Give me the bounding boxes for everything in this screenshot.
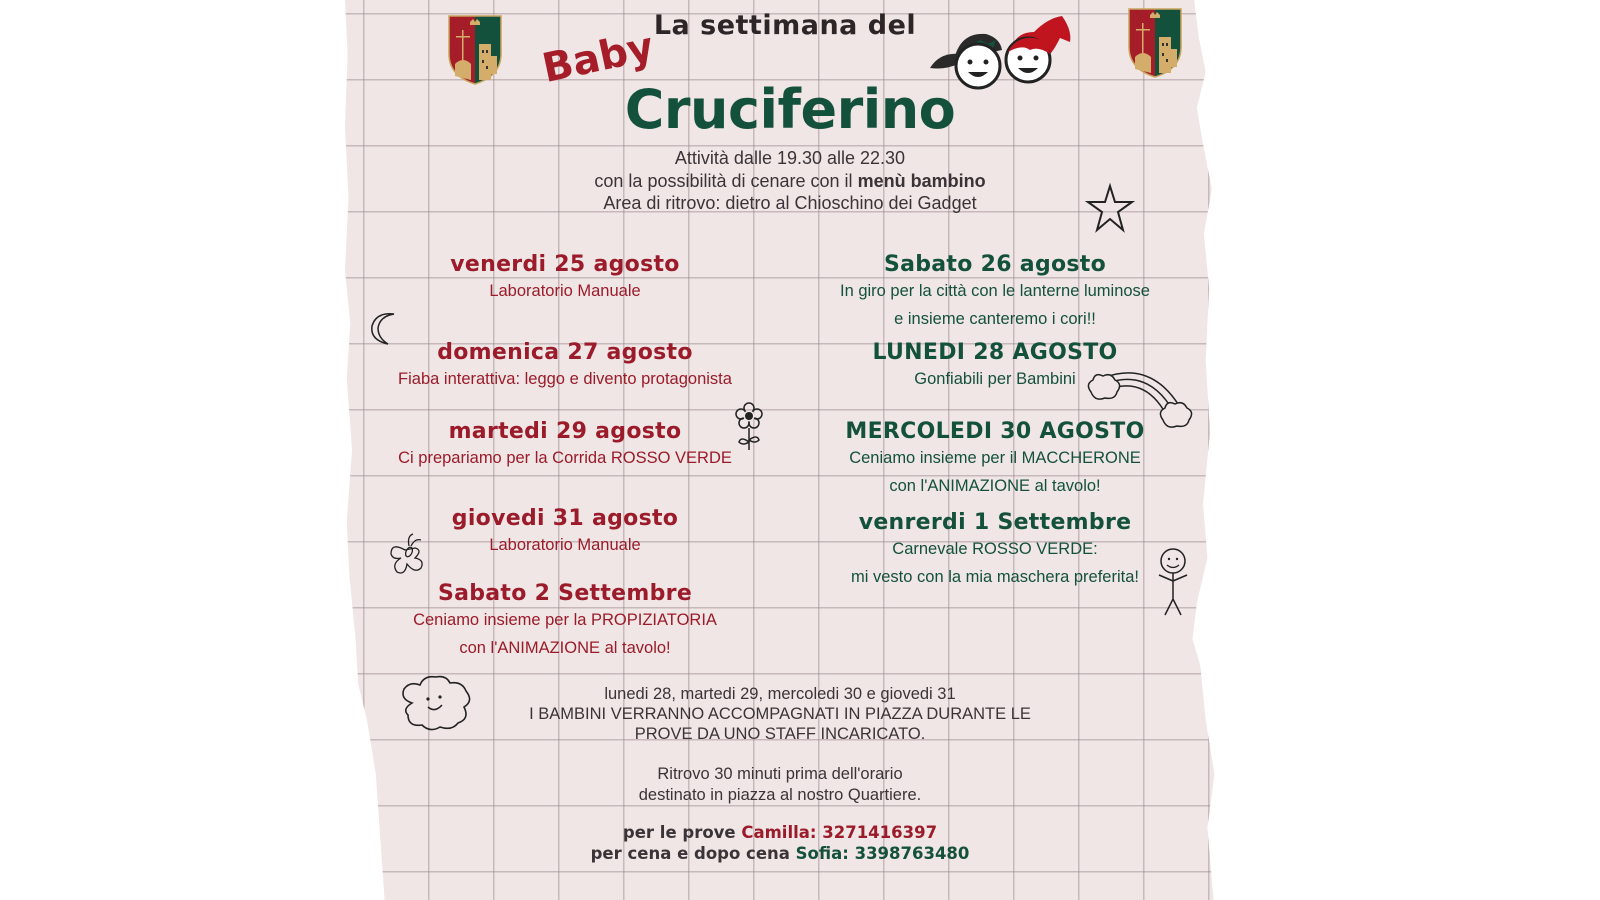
event-left-4 [385,581,745,662]
event-day: Sabato 2 Settembre [437,581,693,606]
page-title: Cruciferino [624,78,956,141]
event-desc: In giro per la città con le lanterne luminose [839,282,1150,300]
event-desc: Ci prepariamo per la Corrida ROSSO VERDE [398,449,732,467]
event-day: MERCOLEDI 30 AGOSTO [845,419,1145,444]
contact-phone[interactable]: Sofia: 3398763480 [795,844,970,863]
event-left-1 [385,340,745,393]
event-left-2 [385,419,745,472]
star-icon [1085,183,1135,235]
event-desc: Laboratorio Manuale [489,536,641,554]
event-desc: Laboratorio Manuale [489,282,641,300]
notes-days: lunedi 28, martedi 29, mercoledi 30 e giovedi 31 [604,685,956,703]
event-day: giovedi 31 agosto [451,506,679,531]
butterfly-icon [387,532,427,578]
meeting-line: Area di ritrovo: dietro al Chioschino dei Gadget [603,193,977,213]
notes-meet-1: Ritrovo 30 minuti prima dell'orario [657,765,903,783]
event-desc: e insieme canteremo i cori!! [894,310,1096,328]
contact-dinner [520,843,1040,865]
header-subtitle: La settimana del [653,10,917,41]
stick-figure-icon [1153,547,1193,619]
notes-escort-1: I BAMBINI VERRANNO ACCOMPAGNATI IN PIAZZA DURANTE LE [529,705,1031,723]
rainbow-icon [1085,362,1197,440]
event-left-0 [385,252,745,305]
event-desc: Fiaba interattiva: leggo e divento protagonista [398,370,732,388]
dinner-line-bold: menù bambino [857,171,986,191]
event-day: venrerdi 1 Settembre [858,510,1132,535]
notes-meet-2: destinato in piazza al nostro Quartiere. [638,786,922,804]
contact-label: per cena e dopo cena [590,844,796,863]
notes-escort-2: PROVE DA UNO STAFF INCARICATO. [634,725,926,743]
event-right-0 [820,252,1170,333]
moon-icon [364,310,398,346]
event-desc: Ceniamo insieme per il MACCHERONE [849,449,1141,467]
event-desc: mi vesto con la mia maschera preferita! [851,568,1139,586]
flower-icon [733,402,765,452]
event-day: martedi 29 agosto [448,419,682,444]
event-day: venerdi 25 agosto [450,252,680,277]
event-right-3 [820,510,1170,591]
event-desc: con l'ANIMAZIONE al tavolo! [459,639,671,657]
event-desc: Carnevale ROSSO VERDE: [892,540,1098,558]
event-left-3 [385,506,745,559]
dinner-line-text: con la possibilità di cenare con il [594,171,858,191]
crest-icon [1127,7,1183,79]
contact-label: per le prove [622,823,742,842]
smiling-cloud-icon [398,673,474,733]
schedule-line: Attività dalle 19.30 alle 22.30 [674,148,906,168]
crest-icon [447,14,503,86]
dinner-line [540,171,1040,192]
event-day: Sabato 26 agosto [883,252,1107,277]
event-desc: Ceniamo insieme per la PROPIZIATORIA [413,611,717,629]
event-desc: Gonfiabili per Bambini [914,370,1076,388]
event-day: domenica 27 agosto [437,340,693,365]
header-title-accent: Baby [538,23,658,93]
contact-rehearsals [520,822,1040,844]
event-day: LUNEDI 28 AGOSTO [872,340,1118,365]
contact-phone[interactable]: Camilla: 3271416397 [741,823,938,842]
event-desc: con l'ANIMAZIONE al tavolo! [889,477,1101,495]
